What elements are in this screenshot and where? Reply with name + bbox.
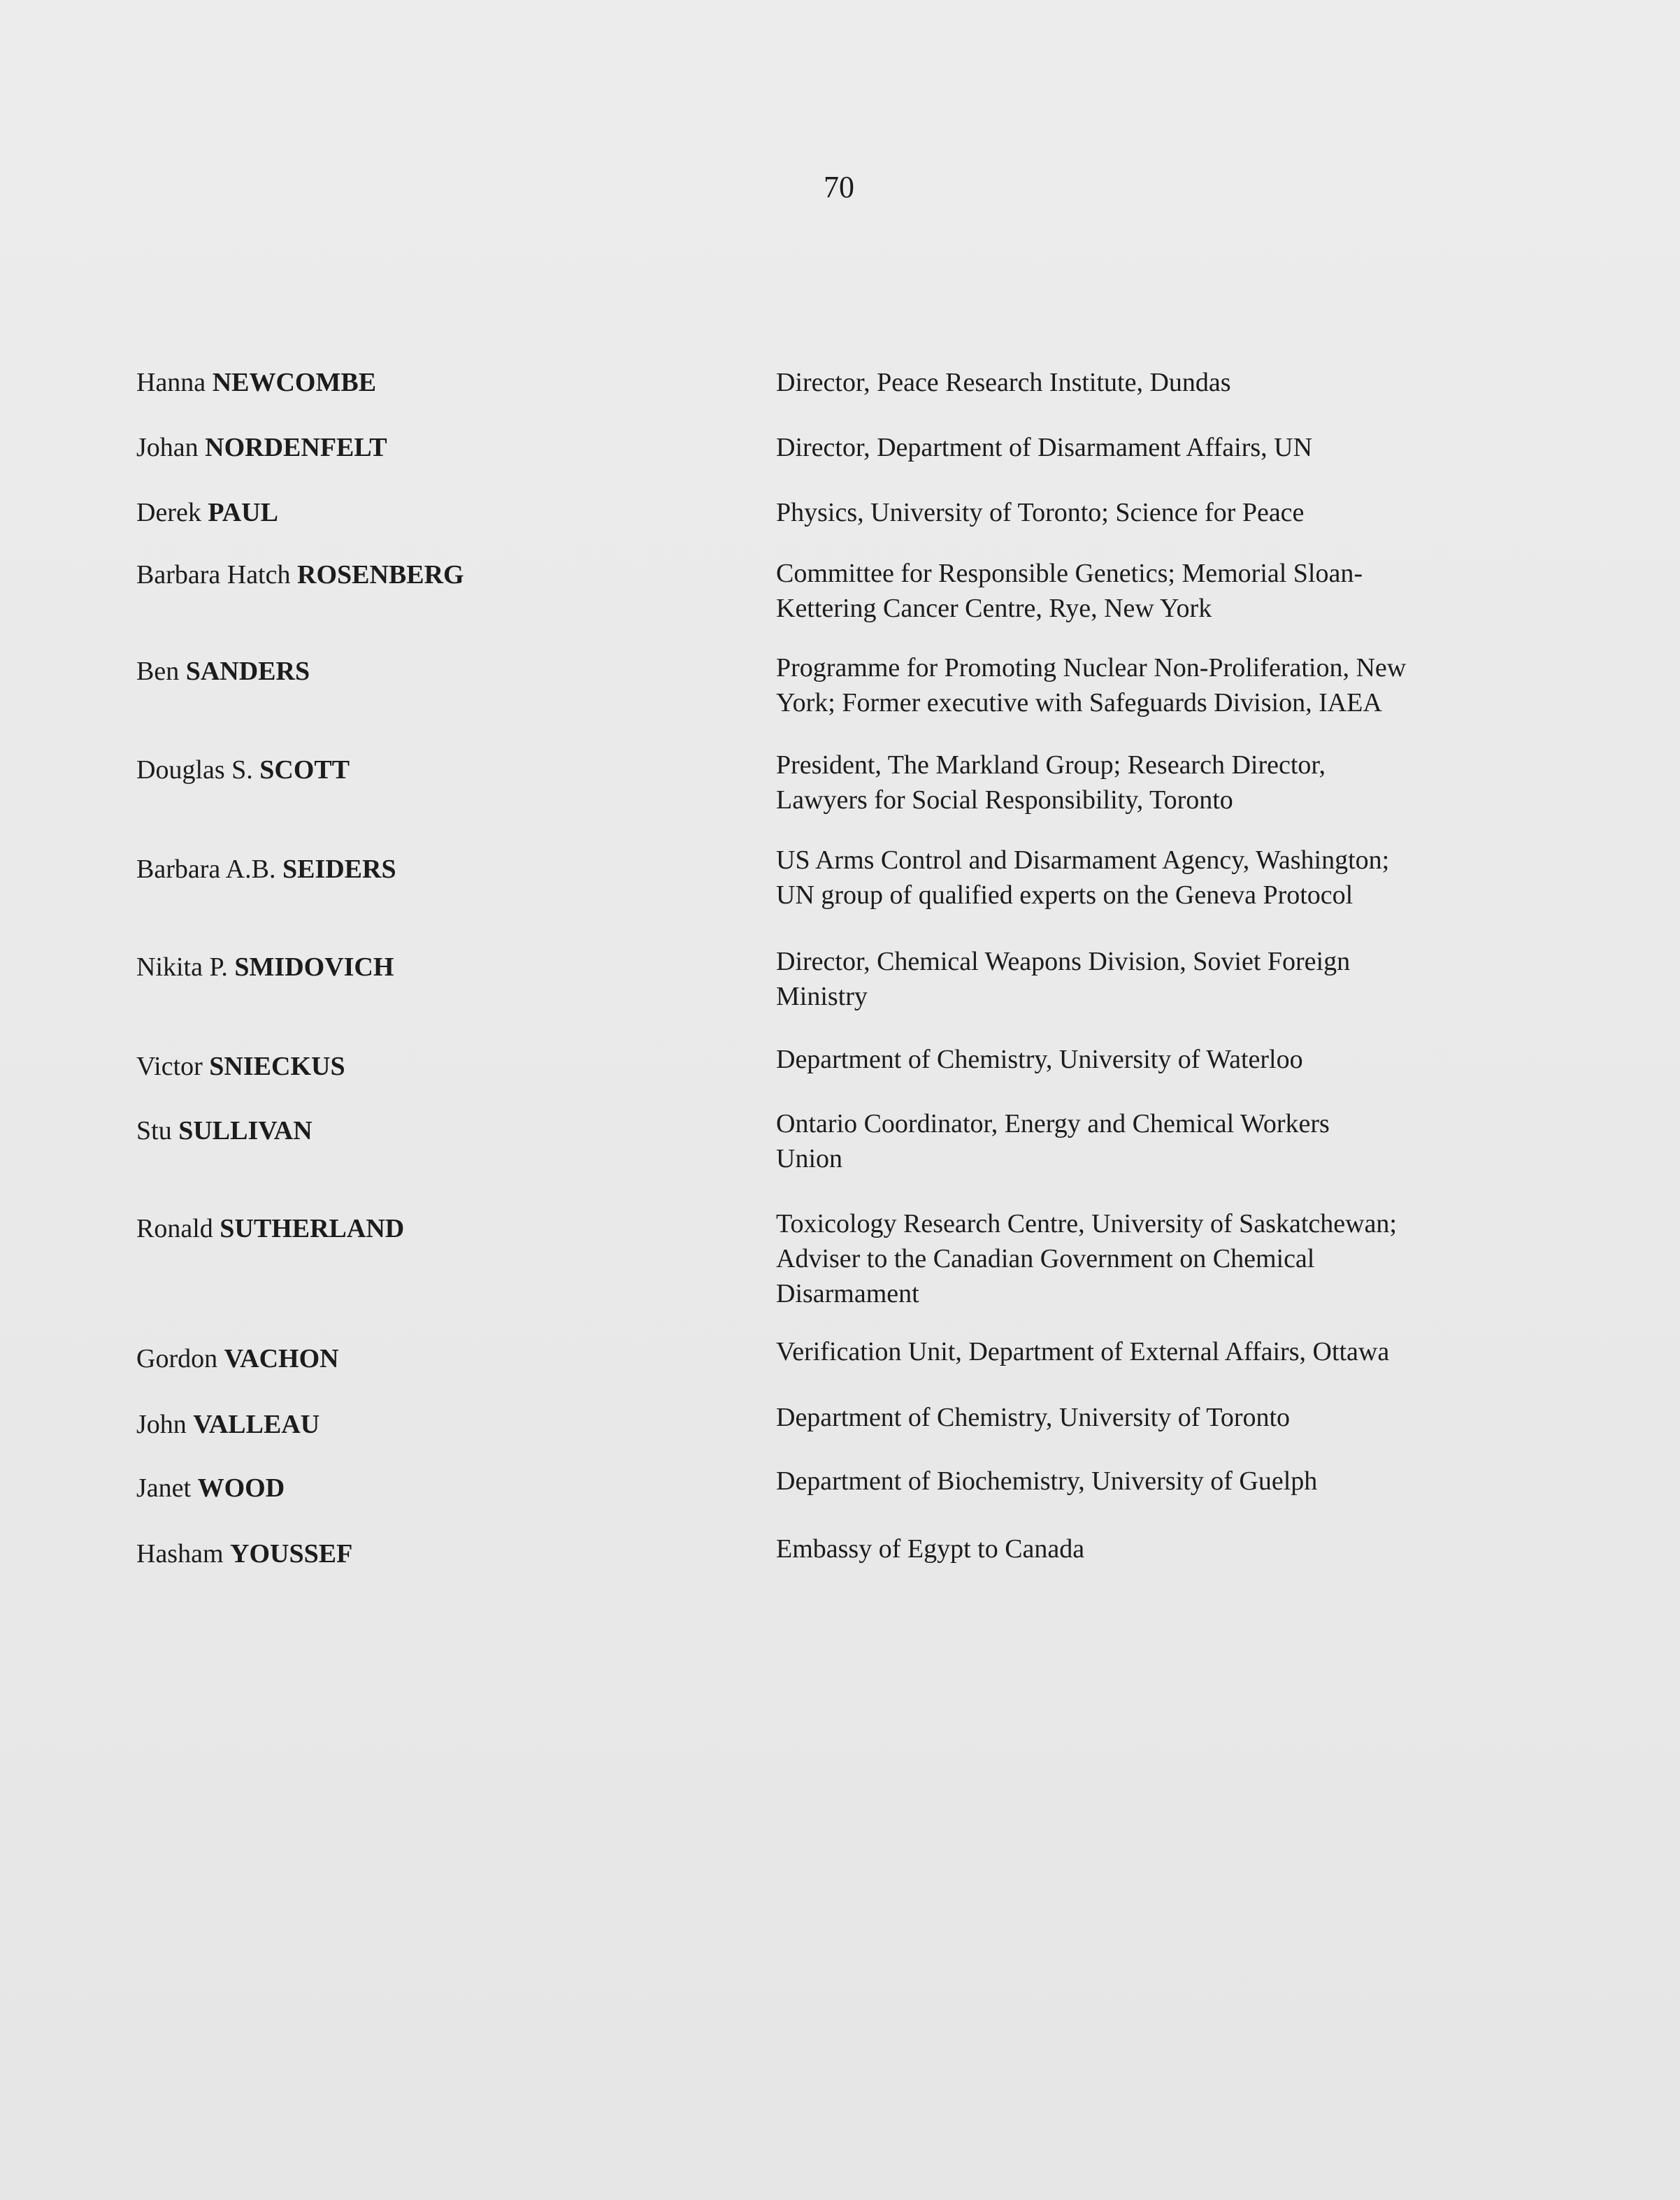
affiliation-line: Kettering Cancer Centre, Rye, New York (776, 594, 1212, 623)
participant-name (136, 1211, 404, 1246)
surname: SNIECKUS (209, 1052, 345, 1081)
surname: VACHON (224, 1344, 339, 1373)
participant-name (136, 557, 464, 592)
affiliation-line: Union (776, 1144, 842, 1173)
surname: SEIDERS (282, 855, 396, 884)
surname: SULLIVAN (178, 1116, 313, 1145)
participant-affiliation (776, 843, 1545, 913)
participant-name (136, 1536, 352, 1571)
affiliation-line: Embassy of Egypt to Canada (776, 1534, 1085, 1564)
affiliation-line: Department of Biochemistry, University of Guelph (776, 1466, 1318, 1496)
first-name: Johan (136, 433, 199, 462)
surname: VALLEAU (193, 1410, 320, 1439)
affiliation-line: Adviser to the Canadian Government on Chemical (776, 1244, 1315, 1273)
first-name: Janet (136, 1473, 192, 1503)
first-name: Hanna (136, 368, 206, 397)
first-name: Nikita P. (136, 952, 228, 982)
participant-affiliation (776, 556, 1545, 626)
participant-affiliation (776, 365, 1545, 400)
affiliation-line: Physics, University of Toronto; Science for Peace (776, 498, 1305, 527)
affiliation-line: Ontario Coordinator, Energy and Chemical Workers (776, 1109, 1330, 1138)
first-name: Barbara Hatch (136, 560, 291, 590)
surname: YOUSSEF (230, 1539, 353, 1569)
affiliation-line: Committee for Responsible Genetics; Memorial Sloan- (776, 559, 1363, 588)
affiliation-line: Director, Peace Research Institute, Dundas (776, 368, 1231, 397)
first-name: John (136, 1410, 187, 1439)
affiliation-line: Toxicology Research Centre, University of Saskatchewan; (776, 1209, 1397, 1238)
participant-name (136, 1341, 339, 1376)
participant-name (136, 495, 278, 530)
affiliation-line: York; Former executive with Safeguards Division, IAEA (776, 688, 1382, 717)
affiliation-line: Department of Chemistry, University of Toronto (776, 1403, 1291, 1432)
surname: PAUL (208, 498, 278, 527)
affiliation-line: Programme for Promoting Nuclear Non-Proliferation, New (776, 653, 1407, 683)
surname: SANDERS (185, 657, 310, 686)
first-name: Ronald (136, 1214, 213, 1243)
first-name: Hasham (136, 1539, 224, 1569)
surname: WOOD (197, 1473, 285, 1503)
affiliation-line: US Arms Control and Disarmament Agency, Washington; (776, 845, 1390, 875)
surname: NEWCOMBE (212, 368, 377, 397)
affiliation-line: UN group of qualified experts on the Geneva Protocol (776, 880, 1354, 910)
participant-name (136, 950, 394, 985)
participant-affiliation (776, 1106, 1545, 1176)
surname: ROSENBERG (297, 560, 464, 590)
first-name: Stu (136, 1116, 172, 1145)
participant-affiliation (776, 1400, 1545, 1435)
participant-affiliation (776, 495, 1545, 530)
page-number: 70 (824, 170, 854, 204)
participant-name (136, 1471, 285, 1506)
affiliation-line: Director, Chemical Weapons Division, Soviet Foreign (776, 947, 1351, 976)
first-name: Ben (136, 657, 180, 686)
participant-affiliation (776, 1464, 1545, 1499)
affiliation-line: President, The Markland Group; Research Director, (776, 750, 1326, 780)
participant-name (136, 654, 310, 689)
participant-affiliation (776, 650, 1545, 720)
participant-affiliation (776, 1042, 1545, 1077)
affiliation-line: Ministry (776, 982, 868, 1011)
participant-name (136, 1113, 313, 1148)
first-name: Barbara A.B. (136, 855, 276, 884)
participant-name (136, 1049, 345, 1084)
participant-name (136, 365, 376, 400)
surname: SCOTT (259, 755, 350, 785)
affiliation-line: Lawyers for Social Responsibility, Toronto (776, 785, 1233, 815)
first-name: Victor (136, 1052, 203, 1081)
participant-name (136, 430, 387, 465)
participant-name (136, 852, 396, 887)
participant-name (136, 752, 350, 787)
affiliation-line: Verification Unit, Department of External Affairs, Ottawa (776, 1337, 1390, 1366)
participant-affiliation (776, 1206, 1545, 1311)
first-name: Derek (136, 498, 201, 527)
participant-affiliation (776, 748, 1545, 817)
surname: NORDENFELT (205, 433, 387, 462)
first-name: Gordon (136, 1344, 218, 1373)
surname: SUTHERLAND (220, 1214, 405, 1243)
participant-affiliation (776, 1531, 1545, 1566)
affiliation-line: Department of Chemistry, University of Waterloo (776, 1045, 1303, 1074)
participant-affiliation (776, 944, 1545, 1014)
affiliation-line: Disarmament (776, 1279, 919, 1308)
participant-name (136, 1407, 320, 1442)
affiliation-line: Director, Department of Disarmament Affairs, UN (776, 433, 1313, 462)
first-name: Douglas S. (136, 755, 253, 785)
surname: SMIDOVICH (234, 952, 394, 982)
participant-affiliation (776, 430, 1545, 465)
participant-affiliation (776, 1334, 1545, 1369)
